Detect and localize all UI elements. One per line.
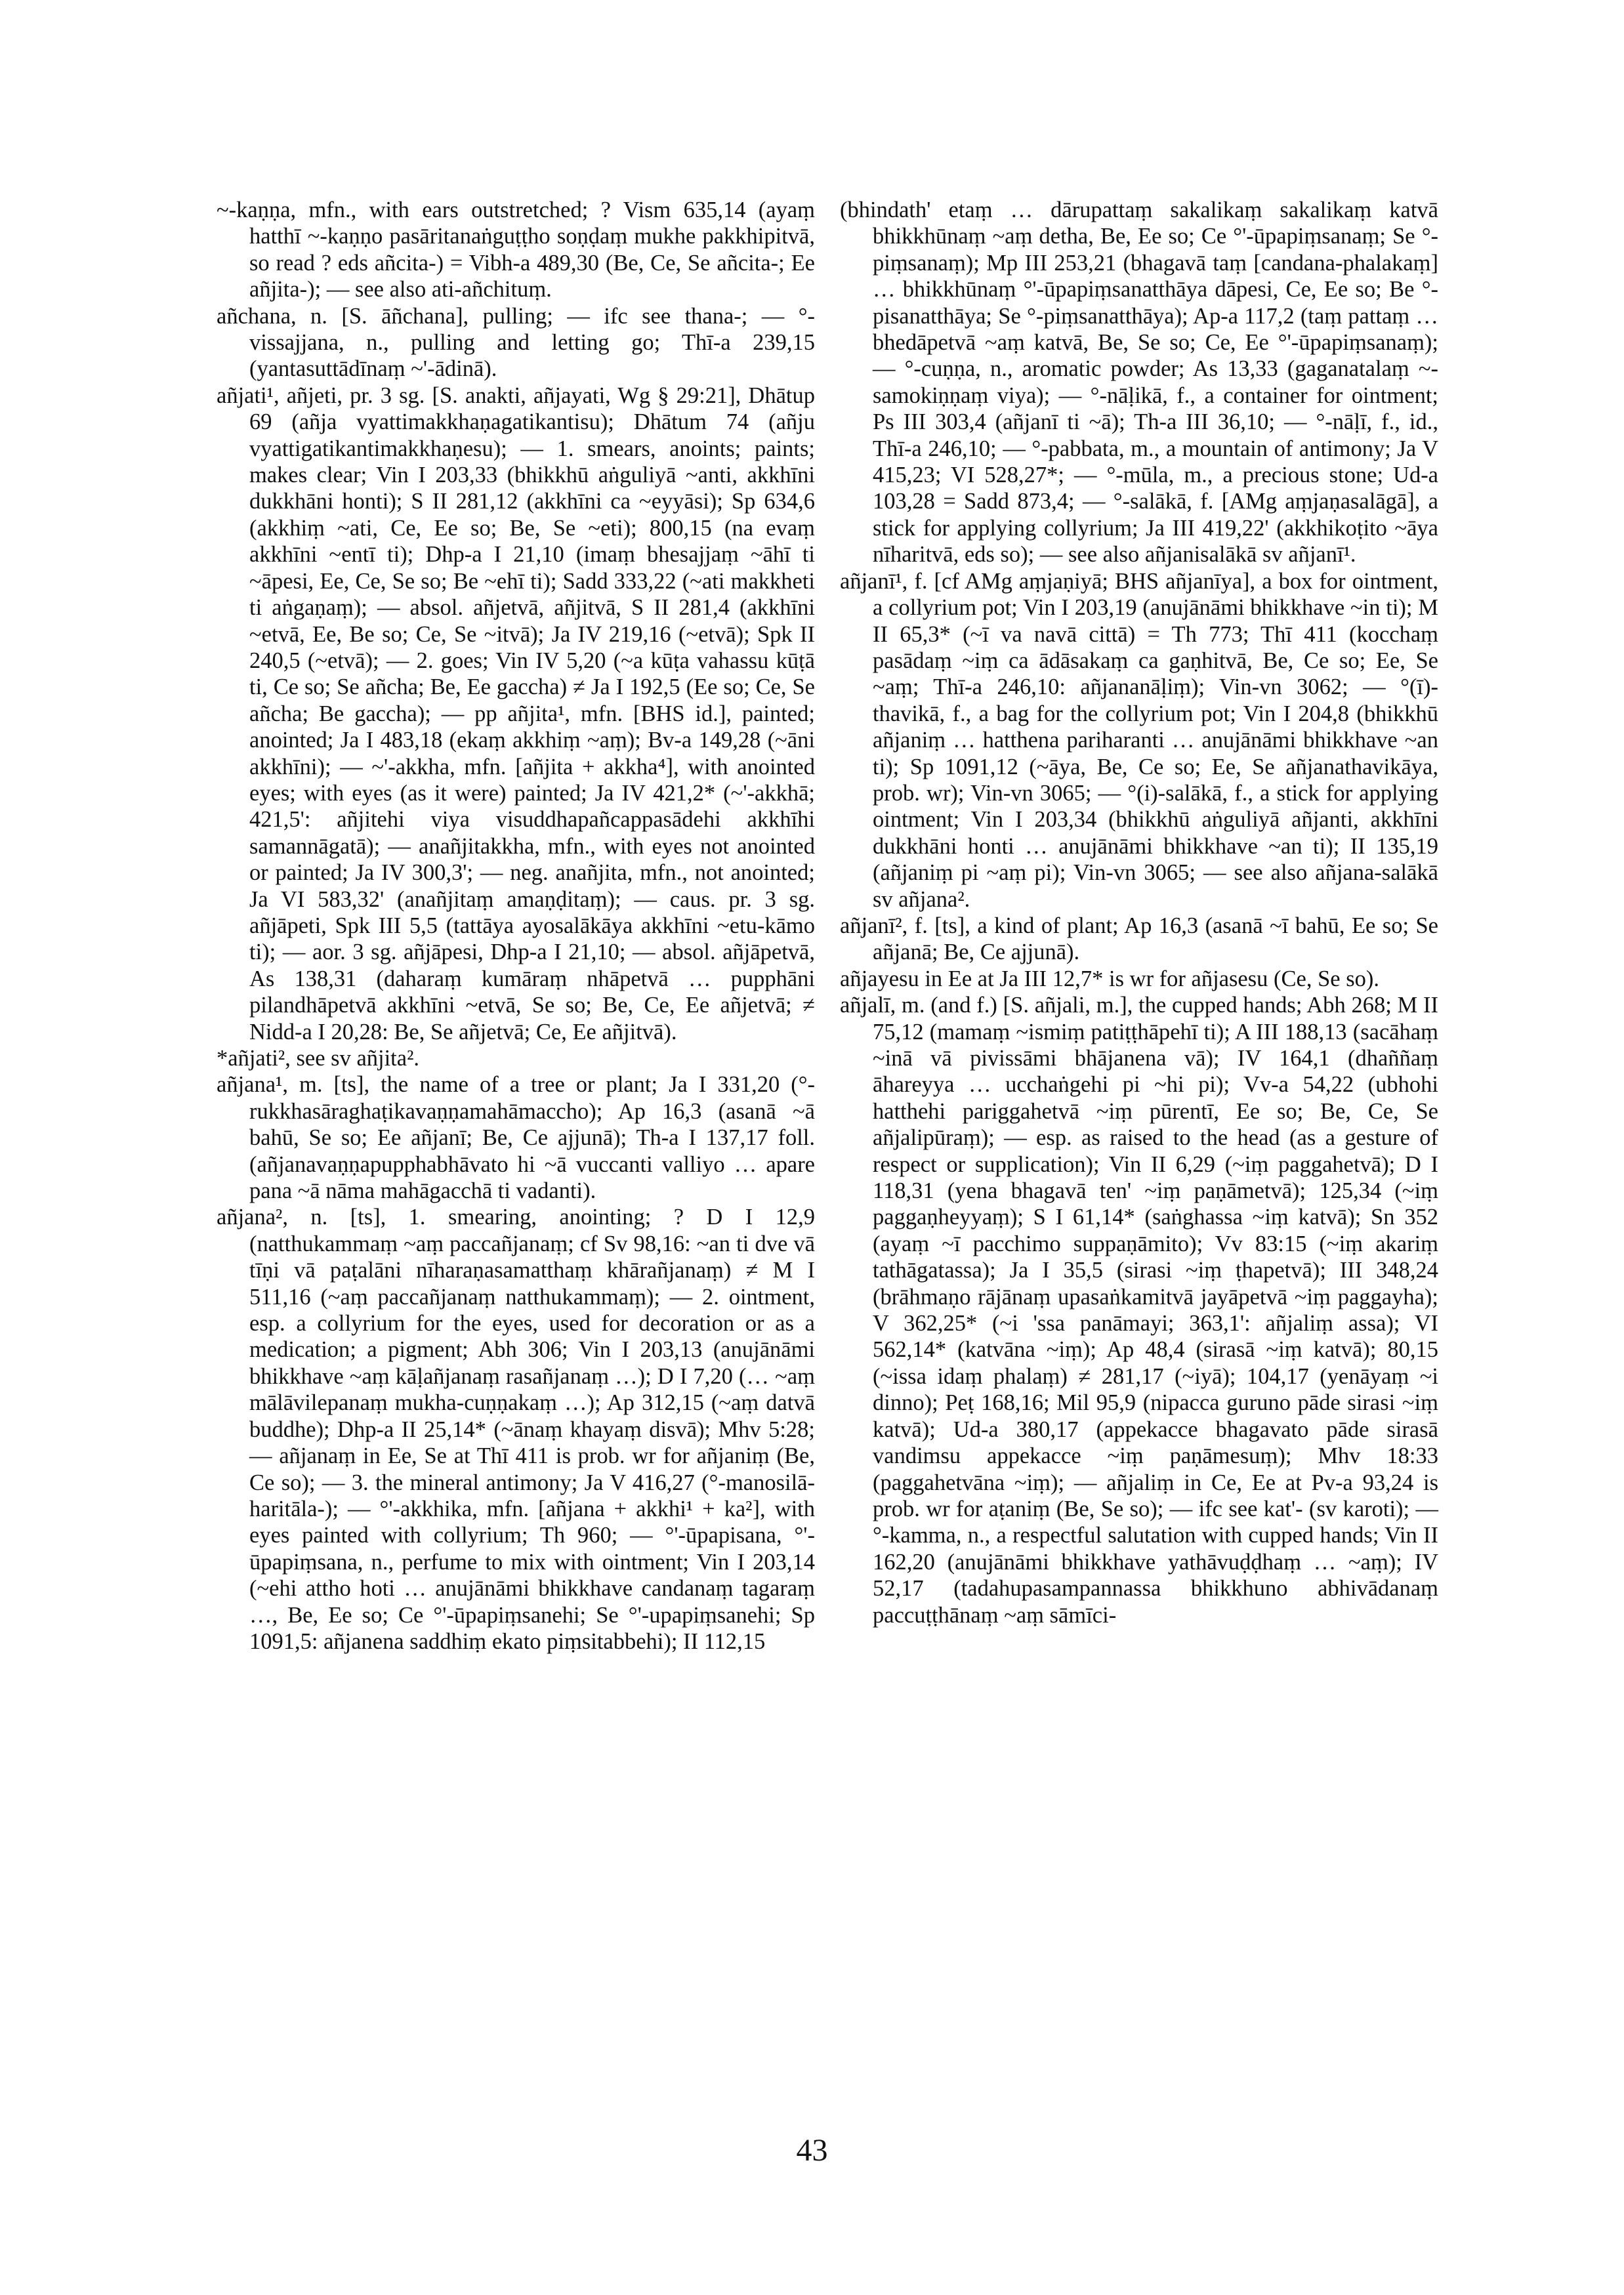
right-column — [840, 197, 1438, 1628]
left-column — [217, 197, 815, 1655]
page-number: 43 — [796, 2133, 828, 2168]
dictionary-entry: añjana², n. [ts], 1. smearing, anointing; ? D I 12,9 (natthukammaṃ ~aṃ paccañjanaṃ; cf Sv 98,16: ~an ti dve vā tīṇi vā paṭalāni nīharaṇasamatthaṃ khārañjanaṃ) ≠ M I 511,16 (~aṃ paccañjanaṃ natthukammaṃ); — 2. ointment, esp. a collyrium for the eyes, used for decoration or as a medication; a pigment; Abh 306; Vin I 203,13 (anujānāmi bhikkhave ~aṃ kāḷañjanaṃ rasañjanaṃ …); D I 7,20 (… ~aṃ mālāvilepanaṃ mukha-cuṇṇakaṃ …); Ap 312,15 (~aṃ datvā buddhe); Dhp-a II 25,14* (~ānaṃ khayaṃ disvā); Mhv 5:28; — añjanaṃ in Ee, Se at Thī 411 is prob. wr for añjaniṃ (Be, Ce so); — 3. the mineral antimony; Ja V 416,27 (°-manosilā-haritāla-); — °'-akkhika, mfn. [añjana + akkhi¹ + ka²], with eyes painted with collyrium; Th 960; — °'-ūpapisana, °'-ūpapiṃsana, n., perfume to mix with ointment; Vin I 203,14 (~ehi attho hoti … anujānāmi bhikkhave candanaṃ tagaraṃ …, Be, Ee so; Ce °'-ūpapiṃsanehi; Se °'-upapiṃsanehi; Sp 1091,5: añjanena saddhiṃ ekato piṃsitabbehi); II 112,15 — [217, 1205, 815, 1654]
dictionary-entry: (bhindath' etaṃ … dārupattaṃ sakalikaṃ sakalikaṃ katvā bhikkhūnaṃ ~aṃ detha, Be, Ee so; Ce °'-ūpapiṃsanaṃ; Se °-piṃsanaṃ); Mp III 253,21 (bhagavā taṃ [candana-phalakaṃ] … bhikkhūnaṃ °'-ūpapiṃsanatthāya dāpesi, Ce, Ee so; Be °-pisanatthāya; Se °-piṃsanatthāya); Ap-a 117,2 (taṃ pattaṃ … bhedāpetvā ~aṃ katvā, Be, Se so; Ce, Ee °'-ūpapiṃsanaṃ); — °-cuṇṇa, n., aromatic powder; As 13,33 (gaganatalaṃ ~-samokiṇṇaṃ viya); — °-nāḷikā, f., a container for ointment; Ps III 303,4 (añjanī ti ~ā); Th-a III 36,10; — °-nāḷī, f., id., Thī-a 246,10; — °-pabbata, m., a mountain of antimony; Ja V 415,23; VI 528,27*; — °-mūla, m., a precious stone; Ud-a 103,28 = Sadd 873,4; — °-salākā, f. [AMg aṃjaṇasalāgā], a stick for applying collyrium; Ja III 419,22' (akkhikoṭito ~āya nīharitvā, eds so); — see also añjanisalākā sv añjanī¹. — [840, 197, 1438, 568]
dictionary-entry: añjayesu in Ee at Ja III 12,7* is wr for añjasesu (Ce, Se so). — [840, 966, 1380, 991]
dictionary-entry: añjati¹, añjeti, pr. 3 sg. [S. anakti, añjayati, Wg § 29:21], Dhātup 69 (añja vyattimakkhaṇagatikantisu); Dhātum 74 (añju vyattigatikantimakkhaṇesu); — 1. smears, anoints; paints; makes clear; Vin I 203,33 (bhikkhū aṅguliyā ~anti, akkhīni dukkhāni honti); S II 281,12 (akkhīni ca ~eyyāsi); Sp 634,6 (akkhiṃ ~ati, Ce, Ee so; Be, Se ~eti); 800,15 (na evaṃ akkhīni ~entī ti); Dhp-a I 21,10 (imaṃ bhesajjaṃ ~āhī ti ~āpesi, Ee, Ce, Se so; Be ~ehī ti); Sadd 333,22 (~ati makkheti ti aṅgaṇaṃ); — absol. añjetvā, añjitvā, S II 281,4 (akkhīni ~etvā, Ee, Be so; Ce, Se ~itvā); Ja IV 219,16 (~etvā); Spk II 240,5 (~etvā); — 2. goes; Vin IV 5,20 (~a kūṭa vahassu kūṭā ti, Ce so; Se añcha; Be, Ee gaccha) ≠ Ja I 192,5 (Ee so; Ce, Se añcha; Be gaccha); — pp añjita¹, mfn. [BHS id.], painted; anointed; Ja I 483,18 (ekaṃ akkhiṃ ~aṃ); Bv-a 149,28 (~āni akkhīni); — ~'-akkha, mfn. [añjita + akkha⁴], with anointed eyes; with eyes (as it were) painted; Ja IV 421,2* (~'-akkhā; 421,5': añjitehi viya visuddhapañcappasādehi akkhīhi samannāgatā); — anañjitakkha, mfn., with eyes not anointed or painted; Ja IV 300,3'; — neg. anañjita, mfn., not anointed; Ja VI 583,32' (anañjitaṃ amaṇḍitaṃ); — caus. pr. 3 sg. añjāpeti, Spk III 5,5 (tattāya ayosalākāya akkhīni ~etu-kāmo ti); — aor. 3 sg. añjāpesi, Dhp-a I 21,10; — absol. añjāpetvā, As 138,31 (daharaṃ kumāraṃ nhāpetvā … pupphāni pilandhāpetvā akkhīni ~etvā, Se so; Be, Ce, Ee añjetvā; ≠ Nidd-a I 20,28: Be, Se añjetvā; Ce, Ee añjitvā). — [217, 382, 815, 1044]
dictionary-entry: añchana, n. [S. āñchana], pulling; — ifc see thana-; — °-vissajjana, n., pulling and letting go; Thī-a 239,15 (yantasuttādīnaṃ ~'-ādinā). — [217, 303, 815, 382]
dictionary-entry: ~-kaṇṇa, mfn., with ears outstretched; ? Vism 635,14 (ayaṃ hatthī ~-kaṇṇo pasāritanaṅguṭṭho soṇḍaṃ mukhe pakkhipitvā, so read ? eds añcita-) = Vibh-a 489,30 (Be, Ce, Se añcita-; Ee añjita-); — see also ati-añchituṃ. — [217, 197, 815, 302]
dictionary-entry: añjana¹, m. [ts], the name of a tree or plant; Ja I 331,20 (°-rukkhasāraghaṭikavaṇṇamahāmaccho); Ap 16,3 (asanā ~ā bahū, Se so; Ee añjanī; Be, Ce ajjunā); Th-a I 137,17 foll. (añjanavaṇṇapupphabhāvato hi ~ā vuccanti valliyo … apare pana ~ā nāma mahāgacchā ti vadanti). — [217, 1072, 815, 1204]
dictionary-entry: añjanī², f. [ts], a kind of plant; Ap 16,3 (asanā ~ī bahū, Ee so; Se añjanā; Be, Ce ajjunā). — [840, 913, 1438, 965]
dictionary-entry: *añjati², see sv añjita². — [217, 1046, 420, 1071]
dictionary-entry: añjalī, m. (and f.) [S. añjali, m.], the cupped hands; Abh 268; M II 75,12 (mamaṃ ~ismiṃ patiṭṭhāpehī ti); A III 188,13 (sacāhaṃ ~inā vā pivissāmi bhājanena vā); IV 164,1 (dhaññaṃ āhareyya … ucchaṅgehi pi ~hi pi); Vv-a 54,22 (ubhohi hatthehi pariggahetvā ~iṃ pūrentī, Ee so; Be, Ce, Se añjalipūraṃ); — esp. as raised to the head (as a gesture of respect or supplication); Vin II 6,29 (~iṃ paggahetvā); D I 118,31 (yena bhagavā ten' ~iṃ paṇāmetvā); 125,34 (~iṃ paggaṇheyyaṃ); S I 61,14* (saṅghassa ~iṃ katvā); Sn 352 (ayaṃ ~ī pacchimo suppaṇāmito); Vv 83:15 (~iṃ akariṃ tathāgatassa); Ja I 35,5 (sirasi ~iṃ ṭhapetvā); III 348,24 (brāhmaṇo rājānaṃ upasaṅkamitvā jayāpetvā ~iṃ paggayha); V 362,25* (~i 'ssa panāmayi; 363,1': añjaliṃ assa); VI 562,14* (katvāna ~iṃ); Ap 48,4 (sirasā ~iṃ katvā); 80,15 (~issa idaṃ phalaṃ) ≠ 281,17 (~iyā); 104,17 (yenāyaṃ ~i dinno); Peṭ 168,16; Mil 95,9 (nipacca guruno pāde sirasi ~iṃ katvā); Ud-a 380,17 (appekacce bhagavato pāde sirasā vandimsu appekacce ~iṃ paṇāmesuṃ); Mhv 18:33 (paggahetvāna ~iṃ); — añjaliṃ in Ce, Ee at Pv-a 93,24 is prob. wr for aṭaniṃ (Be, Se so); — ifc see kat'- (sv karoti); — °-kamma, n., a respectful salutation with cupped hands; Vin II 162,20 (anujānāmi bhikkhave yathāvuḍḍhaṃ … ~aṃ); IV 52,17 (tadahupasampannassa bhikkhuno abhivādanaṃ paccuṭṭhānaṃ ~aṃ sāmīci- — [840, 993, 1438, 1628]
dictionary-entry: añjanī¹, f. [cf AMg aṃjaṇiyā; BHS añjanīya], a box for ointment, a collyrium pot; Vin I 203,19 (anujānāmi bhikkhave ~in ti); M II 65,3* (~ī va navā cittā) = Th 773; Thī 411 (kocchaṃ pasādaṃ ~iṃ ca ādāsakaṃ ca gaṇhitvā, Be, Ce so; Ee, Se ~aṃ; Thī-a 246,10: añjananāḷiṃ); Vin-vn 3062; — °(ī)-thavikā, f., a bag for the collyrium pot; Vin I 204,8 (bhikkhū añjaniṃ … hatthena pariharanti … anujānāmi bhikkhave ~an ti); Sp 1091,12 (~āya, Be, Ce so; Ee, Se añjanathavikāya, prob. wr); Vin-vn 3065; — °(i)-salākā, f., a stick for applying ointment; Vin I 203,34 (bhikkhū aṅguliyā añjanti, akkhīni dukkhāni honti … anujānāmi bhikkhave ~an ti); II 135,19 (añjaniṃ pi ~aṃ pi); Vin-vn 3065; — see also añjana-salākā sv añjana². — [840, 568, 1438, 912]
